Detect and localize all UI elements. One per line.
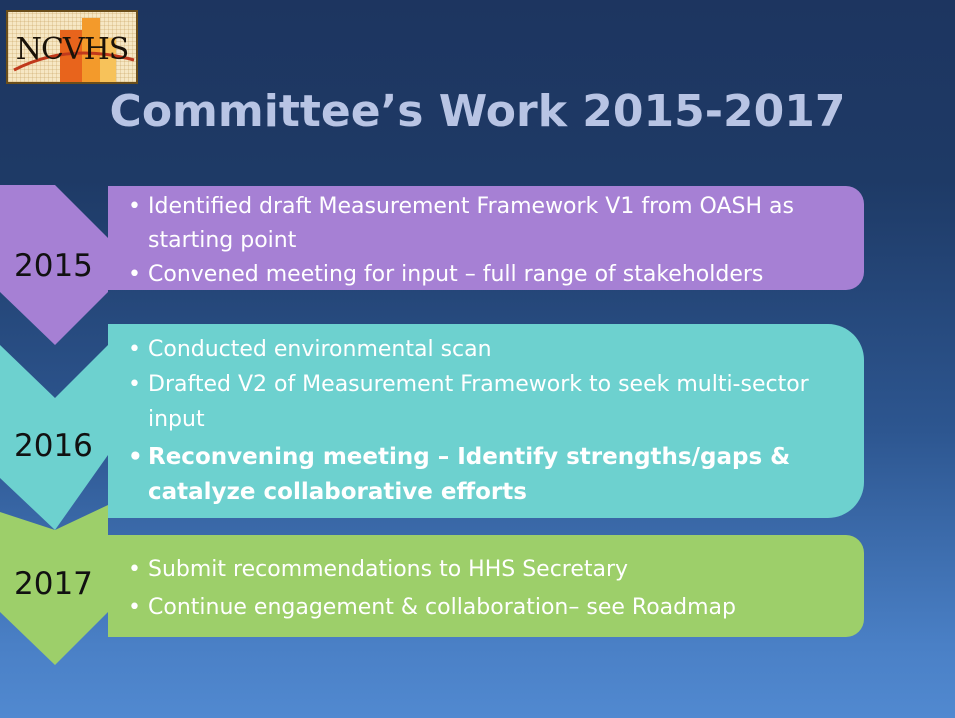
bullet-item: • Conducted environmental scan (108, 332, 864, 367)
bullet-item: • Drafted V2 of Measurement Framework to seek multi-sector input (108, 367, 864, 437)
year-label-2017: 2017 (14, 566, 93, 602)
timeline-box-2017 (108, 535, 864, 637)
bullet-list-2016 (108, 332, 864, 510)
bullet-list-2017 (108, 551, 864, 627)
slide-title: Committee’s Work 2015-2017 (109, 86, 846, 137)
logo-text: NCVHS (15, 32, 129, 67)
year-label-2015: 2015 (14, 248, 93, 284)
bullet-item: • Continue engagement & collaboration– see Roadmap (108, 589, 864, 627)
bullet-item: • Convened meeting for input – full range of stakeholders (108, 258, 864, 292)
year-label-2016: 2016 (14, 428, 93, 464)
bullet-item: • Identified draft Measurement Framework V1 from OASH as starting point (108, 190, 864, 258)
timeline-box-2016 (108, 324, 864, 518)
bullet-list-2015 (108, 190, 864, 292)
timeline-box-2015 (108, 186, 864, 290)
bullet-item-emphasis: • Reconvening meeting – Identify strengths/gaps & catalyze collaborative efforts (108, 440, 864, 510)
bullet-item: • Submit recommendations to HHS Secretary (108, 551, 864, 589)
